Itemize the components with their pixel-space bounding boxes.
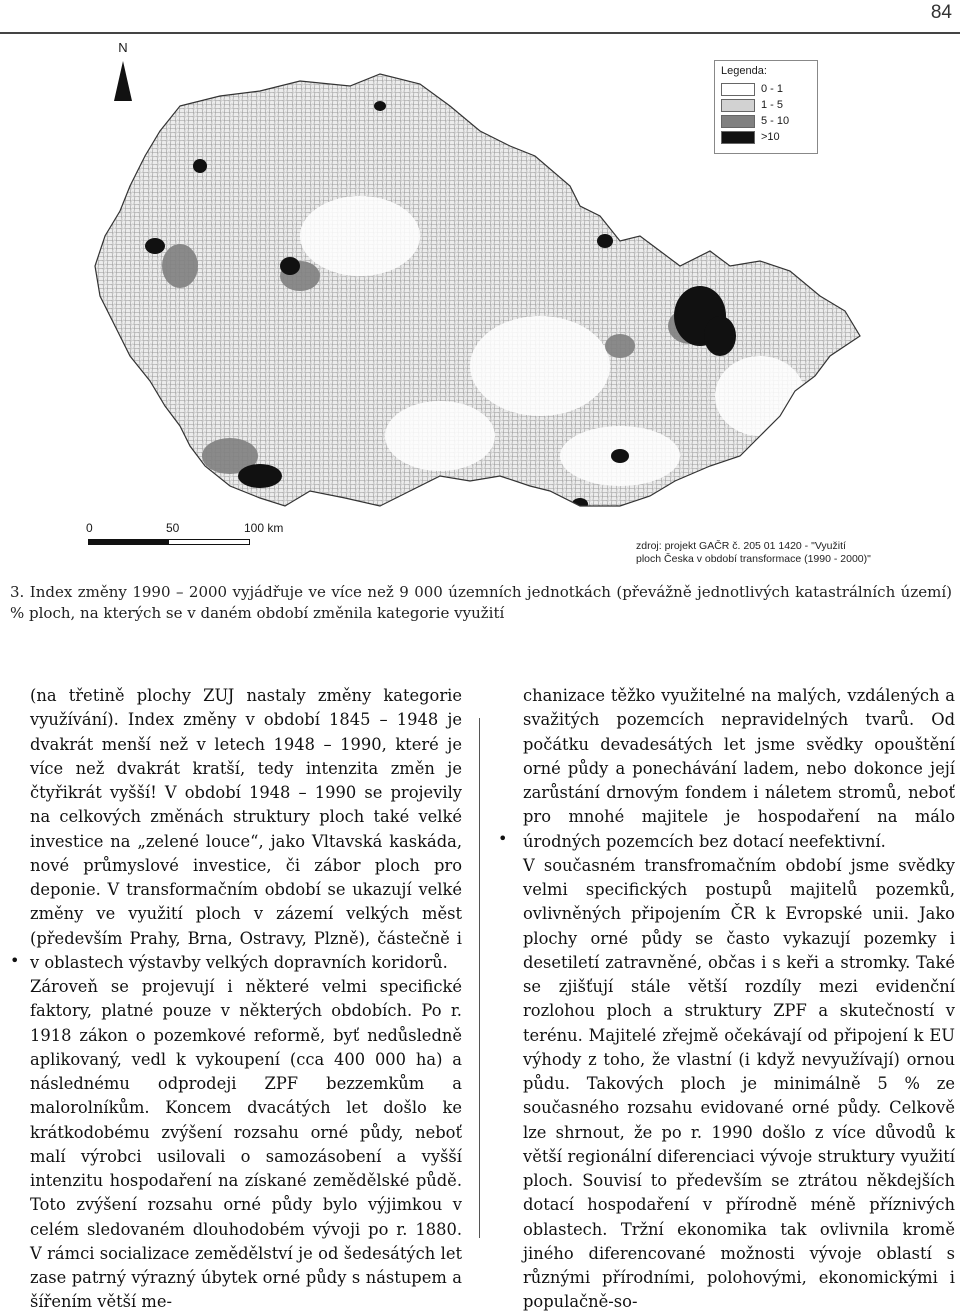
legend-swatch [721, 131, 755, 144]
legend-swatch [721, 115, 755, 128]
north-label: N [118, 40, 128, 55]
scale-bar [86, 521, 286, 561]
north-arrow-icon [114, 61, 132, 101]
legend-item [721, 113, 811, 129]
header-rule [0, 32, 960, 34]
legend-swatch [721, 99, 755, 112]
scale-segment [88, 539, 168, 545]
map-legend [714, 60, 818, 154]
bullet-icon: • [498, 829, 508, 848]
scale-segment [168, 539, 250, 545]
figure-caption: 3. Index změny 1990 – 2000 vyjádřuje ve více než 9 000 územních jednotkách (převážně jednotlivých katastrálních území) % ploch, na kterých se v daném období změnila kategorie využití [10, 583, 952, 622]
text-column-right [523, 684, 955, 1315]
legend-label: 5 - 10 [761, 115, 790, 127]
source-line: zdroj: projekt GAČR č. 205 01 1420 - "Využití [636, 540, 846, 552]
text-column-left [30, 684, 462, 1315]
paragraph: V současném transfromačním období jsme svědky velmi specifických postupů majitelů pozemků, ovlivněných připojením ČR k Evropské unii. Jako plochy orné půdy se často vykazují pozemky i desetiletí zatravněné, občas i s keři a stromky. Také se zjišťují stále větší rozdíly mezi evidenční rozlohou ploch a struktury ZPF a skutečností v terénu. Majitelé zřejmě očekávají od připojení k EU výhody z toho, že vlastní (i když nevyužívají) ornou půdu. Takových ploch je minimálně 5 % ze současného rozsahu evidované orné půdy. Celkově lze shrnout, že po r. 1990 došlo z více důvodů k větší regionální diferenciaci vývoje struktury využití ploch. Souvisí to především se ztrátou někdejších dotací hospodaření v přírodně méně příznivých oblastech. Tržní ekonomika tak ovlivnila kromě jiného diferencované možnosti vývoje oblastí s různými přírodními, polohovými, ekonomickými i populačně-so- [523, 855, 955, 1312]
legend-swatch [721, 83, 755, 96]
legend-item [721, 97, 811, 113]
scale-label: 0 [86, 521, 93, 535]
legend-label: >10 [761, 131, 780, 143]
scale-label: 100 km [244, 521, 284, 535]
scale-label: 50 [166, 521, 180, 535]
page-number: 84 [930, 2, 952, 23]
source-line: ploch Česka v období transformace (1990 - 2000)" [636, 553, 871, 565]
north-arrow [108, 40, 138, 101]
paragraph: Zároveň se projevují i některé velmi specifické faktory, platné pouze v některých obdobích. Po r. 1918 zákon o pozemkové reformě, byť nedůsledně aplikovaný, vedl k vykoupení (cca 400 000 ha) a následnému odprodeji ZPF bezzemkům a malorolníkům. Koncem dvacátých let došlo ke krátkodobému zvýšení rozsahu orné půdy, neboť malí výrobci usilovali o samozásobení a vyšší intenzitu hospodaření na získané zemědělské půdě. Toto zvýšení rozsahu orné půdy bylo výjimkou v celém sledovaném dlouhodobém vývoji po r. 1880. V rámci socializace zemědělství je od šedesátých let zase patrný výrazný úbytek orné půdy s nástupem a šířením větší me- [30, 977, 462, 1312]
map-source [636, 540, 936, 566]
paragraph: chanizace těžko využitelné na malých, vzdálených a svažitých pozemcích nepravidelných tvarů. Od počátku devadesátých let jsme svědky opouštění orné půdy a ponechávání ladem, nebo dokonce její zarůstání drnovým fondem i náletem stromů, neboť pro mnohé majitele je hospodaření na málo úrodných pozemcích bez dotací neefektivní. [523, 686, 955, 851]
legend-label: 1 - 5 [761, 99, 784, 111]
czech-map [60, 36, 960, 576]
legend-label: 0 - 1 [761, 83, 784, 95]
map-figure [60, 36, 960, 576]
column-divider [479, 718, 480, 1238]
bullet-icon: • [10, 951, 20, 970]
legend-item [721, 129, 811, 145]
legend-item [721, 81, 811, 97]
paragraph: (na třetině plochy ZUJ nastaly změny kategorie využívání). Index změny v období 1845 – 1948 je dvakrát menší než v letech 1948 – 1990, které je více než dvakrát kratší, tedy intenzita změn je čtyřikrát vyšší! V období 1948 – 1990 se projevily na celkových změnách struktury ploch také velké investice na „zelené louce“, jako Vltavská kaskáda, nové průmyslové investice, či zábor ploch pro deponie. V transformačním období se ukazují velké změny ve využití ploch v zázemí velkých měst (především Prahy, Brna, Ostravy, Plzně), částečně i v oblastech výstavby velkých dopravních koridorů. [30, 686, 462, 972]
legend-title: Legenda: [721, 65, 767, 77]
